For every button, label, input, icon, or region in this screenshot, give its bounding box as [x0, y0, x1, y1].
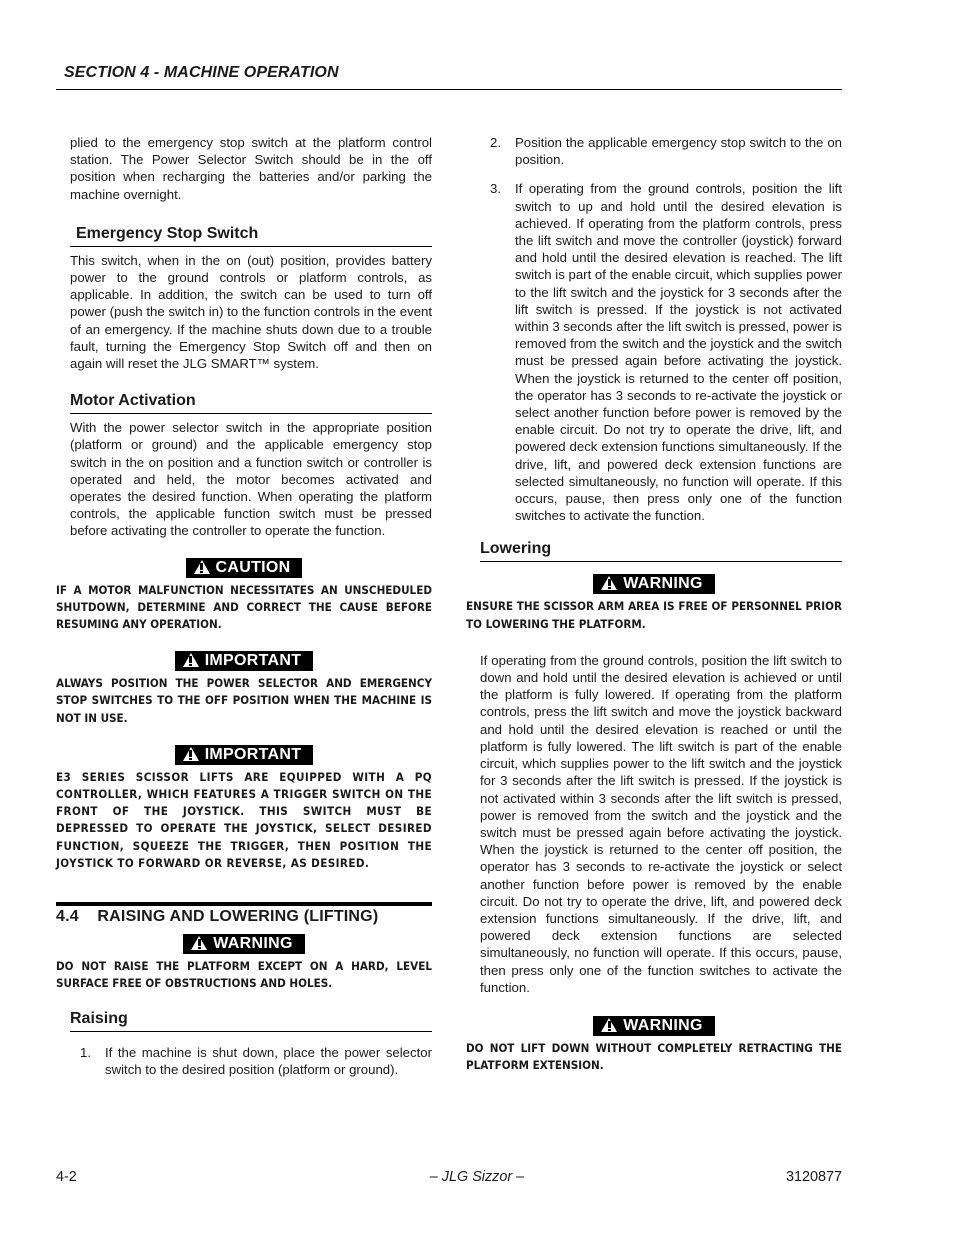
warning2-text: ENSURE THE SCISSOR ARM AREA IS FREE OF PERSONNEL PRIOR TO LOWERING THE PLATFORM. — [466, 599, 842, 631]
list-item — [466, 180, 842, 524]
motor-heading-block — [70, 392, 432, 414]
important1-badge-row — [56, 651, 432, 671]
caution-badge-row — [56, 558, 432, 578]
important1-text: ALWAYS POSITION THE POWER SELECTOR AND EMERGENCY STOP SWITCHES TO THE OFF POSITION WHEN THE MACHINE IS NOT IN USE. — [56, 676, 432, 725]
important-badge: IMPORTANT — [175, 745, 314, 765]
warning-badge: WARNING — [593, 574, 714, 594]
motor-heading: Motor Activation — [70, 392, 432, 414]
step-number: 2. — [490, 135, 501, 150]
alert-triangle-icon — [183, 747, 199, 761]
caution-badge: CAUTION — [186, 558, 303, 578]
alert-triangle-icon — [601, 1018, 617, 1032]
alert-triangle-icon — [194, 560, 210, 574]
step-text: If the machine is shut down, place the power selector switch to the desired position (platform or ground). — [105, 1044, 432, 1077]
warning1-text: DO NOT RAISE THE PLATFORM EXCEPT ON A HARD, LEVEL SURFACE FREE OF OBSTRUCTIONS AND HOLES. — [56, 959, 432, 991]
alert-triangle-icon — [183, 653, 199, 667]
warning-badge: WARNING — [593, 1016, 714, 1036]
important-badge: IMPORTANT — [175, 651, 314, 671]
list-item — [466, 134, 842, 168]
raising-steps — [56, 1044, 432, 1078]
warning-badge: WARNING — [183, 934, 304, 954]
section-rule — [56, 902, 432, 906]
raising-heading: Raising — [70, 1010, 432, 1032]
raising-steps-continued — [466, 134, 842, 524]
warning3-text: DO NOT LIFT DOWN WITHOUT COMPLETELY RETRACTING THE PLATFORM EXTENSION. — [466, 1040, 842, 1073]
left-column — [56, 134, 432, 1078]
estop-heading-block — [70, 225, 432, 247]
caution-text: IF A MOTOR MALFUNCTION NECESSITATES AN UNSCHEDULED SHUTDOWN, DETERMINE AND CORRECT THE CAUSE BEFORE RESUMING ANY OPERATION. — [56, 582, 432, 632]
footer-center-title: – JLG Sizzor – — [429, 1169, 525, 1185]
estop-paragraph: This switch, when in the on (out) position, provides battery power to the ground controls or platform controls, as applicable. In addition, the switch can be used to turn off power (push the switch in) to the function controls in the event of an emergency. If the machine shuts down due to a trouble fault, turning the Emergency Stop Switch off and then on again will reset the JLG SMART™ system. — [70, 252, 432, 372]
estop-heading: Emergency Stop Switch — [70, 225, 432, 247]
intro-paragraph: plied to the emergency stop switch at the platform control station. The Power Selector Switch should be in the off position when recharging the batteries and/or parking the machine overnight. — [70, 135, 432, 202]
footer-doc-number: 3120877 — [785, 1169, 842, 1185]
list-item — [56, 1044, 432, 1078]
important2-badge-row — [56, 745, 432, 765]
section-heading: 4.4 RAISING AND LOWERING (LIFTING) — [56, 908, 379, 926]
section-header-title: SECTION 4 - MACHINE OPERATION — [64, 64, 339, 81]
header-rule — [56, 89, 842, 90]
step-text: If operating from the ground controls, position the lift switch to up and hold until the desired elevation is achieved. If operating from the platform controls, press the lift switch and move the controller (joystick) forward and hold until the desired elevation is reached. The lift switch is part of the enable circuit, which supplies power to the lift switch and the joystick for 3 seconds after the lift switch is pressed. If the joystick is not activated within 3 seconds after the lift switch is pressed, power is removed from the switch and the joystick and the switch must be pressed again before activating the joystick. When the joystick is returned to the center off position, the operator has 3 seconds to re-activate the joystick or select another function before power is removed by the enable circuit. Do not try to operate the drive, lift, and powered deck extension functions simultaneously. If the drive, lift, and powered deck extension functions are selected simultaneously, no function will operate. If this occurs, pause, then press only one of the function switches to activate the function. — [515, 181, 842, 524]
step-number: 1. — [80, 1044, 91, 1060]
warning3-badge-row — [466, 1016, 842, 1036]
right-column — [466, 134, 842, 1074]
raising-heading-block — [70, 1010, 432, 1032]
lowering-heading-block — [480, 540, 842, 562]
lowering-paragraph: If operating from the ground controls, position the lift switch to down and hold until the desired elevation is achieved or until the platform is fully lowered. If operating from the platform controls, press the lift switch and move the joystick backward and hold until the desired elevation is reached or until the platform is fully lowered. The lift switch is part of the enable circuit, which supplies power to the lift switch and the joystick for 3 seconds after the lift switch is pressed. If the joystick is not activated within 3 seconds after the lift switch is pressed, power is removed from the switch and the joystick and the switch must be pressed again before activating the joystick. When the joystick is returned to the center off position, the operator has 3 seconds to re-activate the joystick or select another function before power is removed by the enable circuit. Do not try to operate the drive, lift, and powered deck extension functions simultaneously. If the drive, lift, and powered deck extension functions are selected simultaneously, no function will operate. If this occurs, pause, then press only one of the function switches to activate the function. — [480, 652, 842, 995]
important2-text: E3 SERIES SCISSOR LIFTS ARE EQUIPPED WITH A PQ CONTROLLER, WHICH FEATURES A TRIGGER SWITCH ON THE FRONT OF THE JOYSTICK. THIS SWITCH MUST BE DEPRESSED TO OPERATE THE JOYSTICK, SELECT DESIRED FUNCTION, SQUEEZE THE TRIGGER, THEN POSITION THE JOYSTICK TO FORWARD OR REVERSE, AS DESIRED. — [56, 769, 432, 870]
alert-triangle-icon — [601, 576, 617, 590]
lowering-heading: Lowering — [480, 540, 842, 562]
step-text: Position the applicable emergency stop switch to the on position. — [515, 135, 842, 168]
step-number: 3. — [490, 181, 501, 197]
warning2-badge-row — [466, 574, 842, 594]
warning1-badge-row — [56, 934, 432, 954]
motor-paragraph: With the power selector switch in the appropriate position (platform or ground) and the applicable emergency stop switch in the on position and a function switch or controller is operated and held, the motor becomes activated and operates the desired function. When operating the platform controls, the applicable function switch must be pressed before activating the controller to operate the function. — [70, 420, 432, 539]
footer-page-number: 4-2 — [56, 1169, 77, 1185]
alert-triangle-icon — [191, 936, 207, 950]
